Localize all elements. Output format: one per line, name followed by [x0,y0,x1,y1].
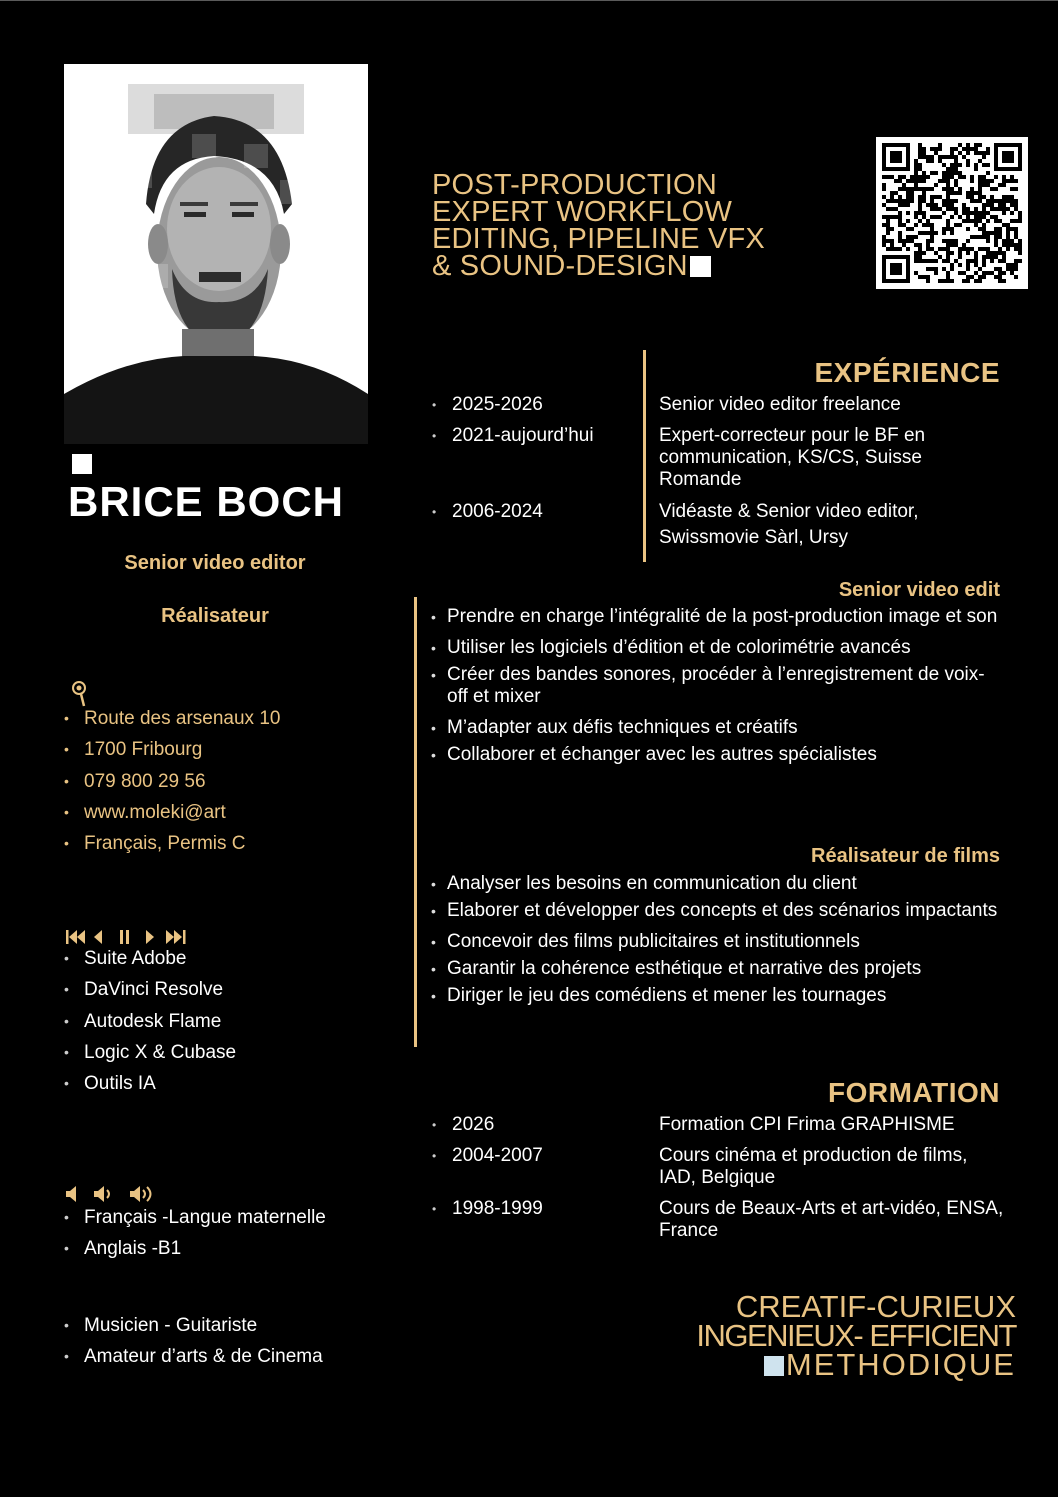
language-item: • Anglais -B1 [62,1233,326,1264]
education-row [432,1145,1012,1189]
experience-desc: Senior video editor freelance [659,394,901,415]
senior-edit-list [430,606,1005,766]
full-name: BRICE BOCH [68,478,345,525]
experience-years: • 2021-aujourd’hui [432,425,659,491]
contact-phone[interactable]: • 079 800 29 56 [62,766,280,797]
hobbies-list [62,1310,323,1373]
hobby-item: • Musicien - Guitariste [62,1310,323,1341]
director-item: • Garantir la cohérence esthétique et narrative des projets [430,958,1005,980]
senior-edit-item: • Utiliser les logiciels d’édition et de colorimétrie avancés [430,637,1005,659]
contact-list [62,703,280,859]
director-item: • Elaborer et développer des concepts et des scénarios impactants [430,900,1005,922]
software-item: • Outils IA [62,1068,236,1099]
headline-square [690,256,711,277]
senior-edit-item: • M’adapter aux défis techniques et créatifs [430,717,1005,739]
contact-language-license: • Français, Permis C [62,828,280,859]
experience-row [432,425,1012,491]
experience-years: • 2006-2024 [432,499,659,551]
headline-line: EXPERT WORKFLOW [432,196,733,228]
headline-line: & SOUND-DESIGN [432,250,688,282]
contact-website[interactable]: • www.moleki@art [62,797,280,828]
director-title: Réalisateur de films [811,845,1000,867]
experience-row [432,499,1012,551]
tagline [696,1289,1016,1382]
software-list [62,943,236,1099]
senior-edit-item: • Collaborer et échanger avec les autres spécialistes [430,744,1005,766]
contact-city: • 1700 Fribourg [62,734,280,765]
contact-address: • Route des arsenaux 10 [62,703,280,734]
senior-edit-title: Senior video edit [838,579,1000,601]
software-item: • DaVinci Resolve [62,974,236,1005]
experience-desc: Vidéaste & Senior video editor, Swissmovie Sàrl, Ursy [659,501,919,548]
tagline-square [764,1356,784,1376]
experience-desc: Expert-correcteur pour le BF en communication, KS/CS, Suisse Romande [659,425,926,490]
role-secondary: Réalisateur [161,605,269,627]
director-list [430,873,1005,1007]
profile-photo [64,64,368,444]
experience-row [432,394,1012,416]
experience-title: EXPÉRIENCE [814,357,1000,388]
language-item: • Français -Langue maternelle [62,1202,326,1233]
tagline-line: CREATIF-CURIEUX [735,1289,1016,1324]
education-desc: Cours de Beaux-Arts et art-vidéo, ENSA, France [659,1198,1004,1241]
education-years: • 2004-2007 [432,1145,659,1189]
senior-edit-item: • Créer des bandes sonores, procéder à l’enregistrement de voix-off et mixer [430,664,1005,708]
skills-divider [414,597,417,1047]
education-desc: Formation CPI Frima GRAPHISME [659,1114,955,1135]
tagline-line: INGENIEUX- EFFICIENT [696,1318,1016,1353]
education-row [432,1114,1012,1136]
name-marker-square [72,454,92,474]
headline [432,169,832,282]
education-title: FORMATION [828,1077,1000,1108]
senior-edit-item: • Prendre en charge l’intégralité de la post-production image et son [430,606,1005,628]
education-years: • 1998-1999 [432,1198,659,1242]
qr-code[interactable] [876,137,1028,289]
director-item: • Analyser les besoins en communication du client [430,873,1005,895]
software-item: • Logic X & Cubase [62,1037,236,1068]
education-years: • 2026 [432,1114,659,1136]
headline-line: POST-PRODUCTION [432,169,717,201]
software-item: • Suite Adobe [62,943,236,974]
top-border [0,0,1058,1]
software-item: • Autodesk Flame [62,1006,236,1037]
languages-list [62,1202,326,1265]
director-item: • Diriger le jeu des comédiens et mener les tournages [430,985,1005,1007]
director-item: • Concevoir des films publicitaires et institutionnels [430,931,1005,953]
tagline-line: METHODIQUE [785,1347,1016,1382]
headline-line: EDITING, PIPELINE VFX [432,223,765,255]
experience-years: • 2025-2026 [432,394,659,416]
education-desc: Cours cinéma et production de films, IAD, Belgique [659,1145,968,1188]
hobby-item: • Amateur d’arts & de Cinema [62,1341,323,1372]
education-row [432,1198,1012,1242]
role-primary: Senior video editor [124,552,306,574]
